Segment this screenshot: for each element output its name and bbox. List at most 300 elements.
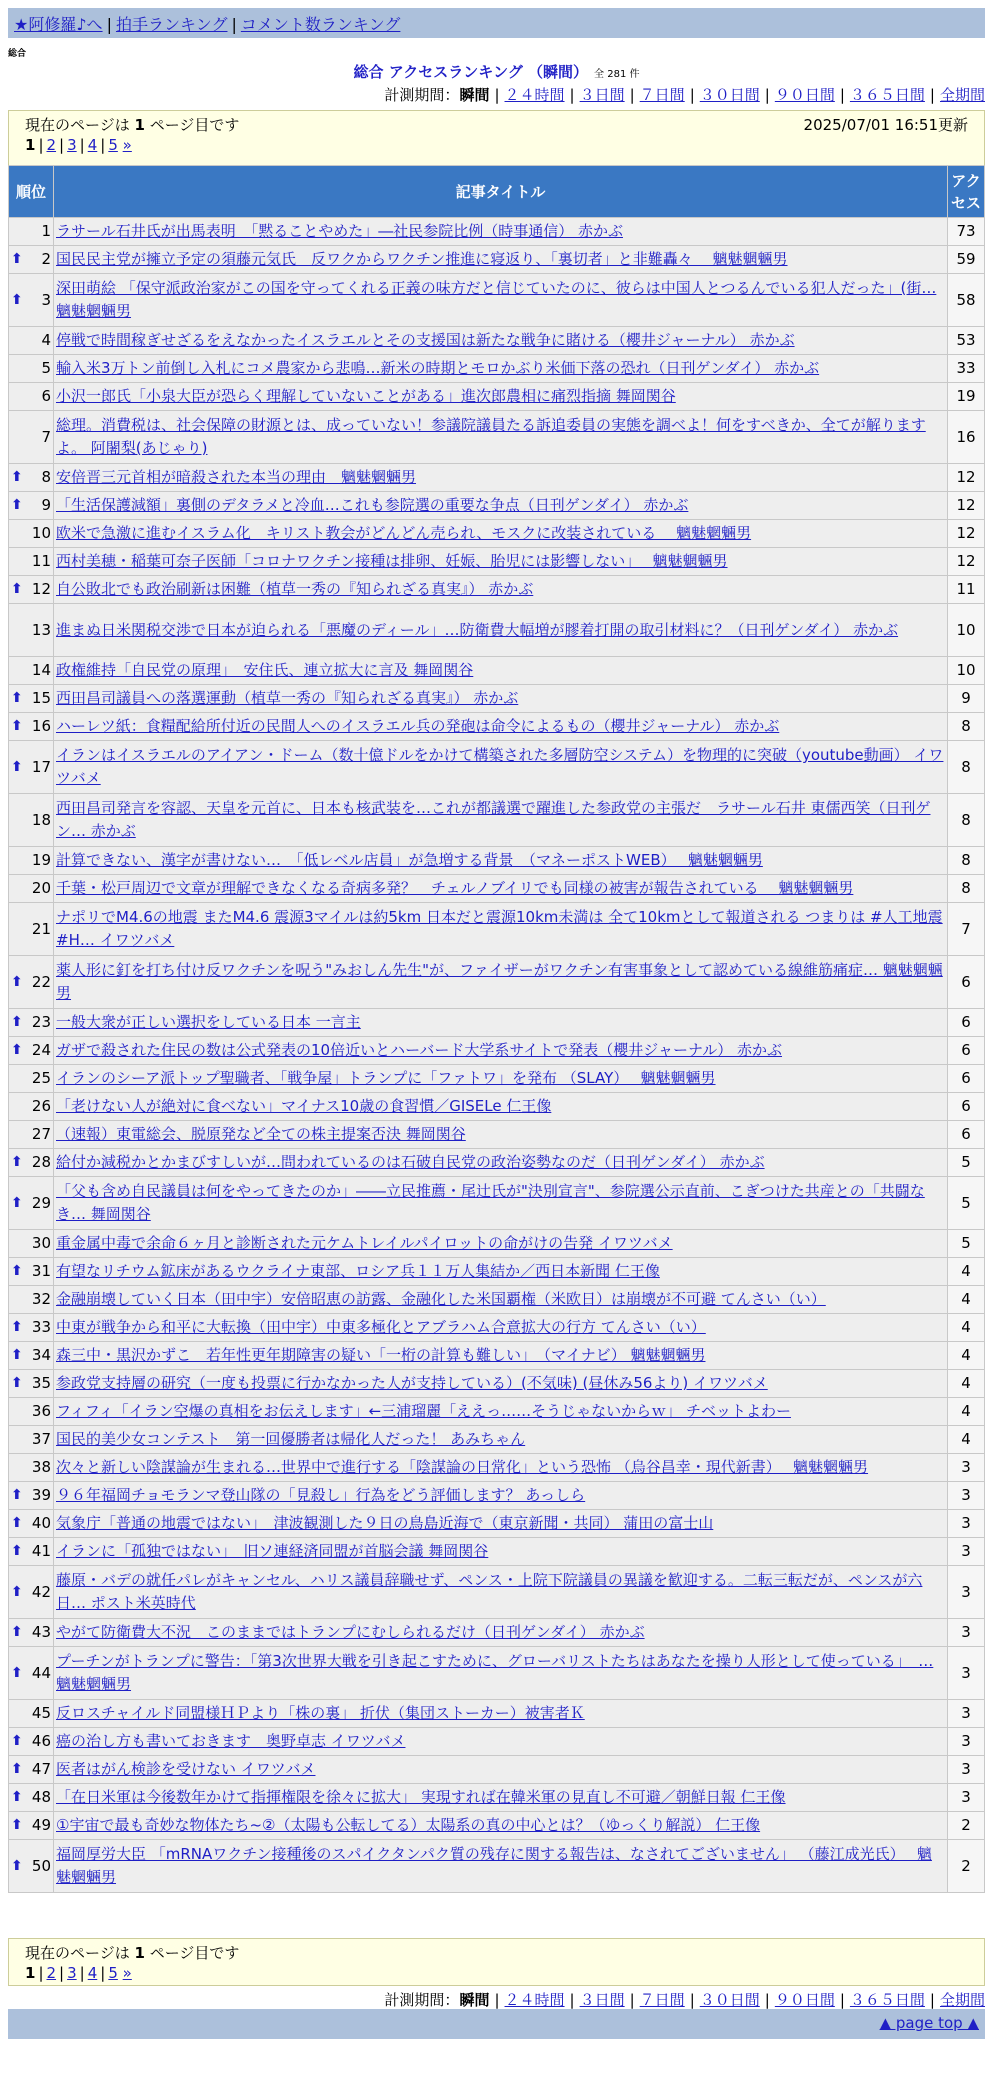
rank-cell: [9, 1756, 54, 1784]
table-row: [9, 1342, 985, 1370]
current-page-text: 現在のページは 1 ページ目です: [25, 116, 240, 134]
page-separator: |: [38, 1964, 44, 1982]
rank-cell: [9, 1370, 54, 1398]
article-link[interactable]: 藤原・バデの就任パレがキャンセル、ハリス議員辞職せず、ペンス・上院下院議員の異議を歓迎する。二転三転だが、ペンスが六日… ポスト米英時代: [56, 1571, 923, 1612]
table-row: [9, 327, 985, 355]
rank-cell: [9, 1700, 54, 1728]
access-count: 6: [948, 1037, 985, 1065]
rank-cell: [9, 1121, 54, 1149]
rank-cell: [9, 1065, 54, 1093]
rank-up-arrow-icon: ⬆: [11, 497, 23, 513]
title-cell: [54, 1700, 948, 1728]
title-cell: [54, 1840, 948, 1893]
rank-number: 16: [31, 717, 51, 735]
table-row: [9, 741, 985, 794]
table-row: [9, 1566, 985, 1619]
next-page-link[interactable]: »: [122, 1964, 132, 1982]
rank-number: 6: [41, 387, 51, 405]
rank-cell: [9, 1566, 54, 1619]
title-cell: [54, 794, 948, 847]
table-row: [9, 1370, 985, 1398]
access-count: 6: [948, 1065, 985, 1093]
table-row: [9, 1840, 985, 1893]
title-cell: [54, 383, 948, 411]
title-cell: [54, 847, 948, 875]
article-link[interactable]: 気象庁「普通の地震ではない」 津波観測した９日の鳥島近海で（東京新聞・共同） 蒲田の富士山: [56, 1514, 714, 1532]
page-link[interactable]: 4: [87, 1964, 98, 1982]
page-separator: |: [79, 136, 85, 154]
table-row: [9, 1700, 985, 1728]
table-row: [9, 492, 985, 520]
period-separator: |: [764, 86, 770, 104]
access-header: アクセス: [948, 166, 985, 218]
rank-cell: [9, 1482, 54, 1510]
table-row: [9, 383, 985, 411]
article-link[interactable]: 進まぬ日米関税交渉で日本が迫られる「悪魔のディール」…防衛費大幅増が膠着打開の取引材料に？（日刊ゲンダイ） 赤かぶ: [56, 620, 899, 639]
title-cell: [54, 1510, 948, 1538]
title-cell: [54, 1258, 948, 1286]
title-cell: [54, 548, 948, 576]
rank-number: 10: [31, 524, 51, 542]
home-link[interactable]: ★阿修羅♪へ: [14, 15, 103, 34]
article-link[interactable]: 計算できない、漢字が書けない… 「低レベル店員」が急増する背景 （マネーポストWEB） 魑魅魍魎男: [56, 851, 763, 869]
footer-bar: [8, 2009, 985, 2039]
period-link[interactable]: ２４時間: [504, 1991, 565, 2009]
page-top-link[interactable]: ▲ page top ▲: [879, 2014, 979, 2032]
rank-cell: [9, 713, 54, 741]
article-link[interactable]: 一般大衆が正しい選択をしている日本 一言主: [56, 1013, 361, 1031]
rank-number: 15: [31, 689, 51, 707]
rank-number: 30: [31, 1234, 51, 1252]
nav-separator: |: [106, 15, 112, 34]
table-row: [9, 875, 985, 903]
period-label: 計測期間：: [384, 86, 460, 104]
rank-up-arrow-icon: ⬆: [11, 581, 23, 597]
article-link[interactable]: 政権維持「自民党の原理」 安住氏、連立拡大に言及 舞岡関谷: [56, 661, 474, 679]
title-cell: [54, 464, 948, 492]
article-link[interactable]: 重金属中毒で余命６ヶ月と診断された元ケムトレイルパイロットの命がけの告発 イワツバメ: [56, 1234, 673, 1252]
table-row: [9, 411, 985, 464]
rank-number: 7: [41, 427, 51, 446]
article-link[interactable]: 停戦で時間稼ぎせざるをえなかったイスラエルとその支援国は新たな戦争に賭ける（櫻井ジャーナル） 赤かぶ: [56, 331, 795, 349]
table-row: [9, 1454, 985, 1482]
period-current: 瞬間: [459, 1991, 490, 2009]
table-row: [9, 274, 985, 327]
access-count: 16: [948, 411, 985, 464]
access-count: 3: [948, 1538, 985, 1566]
access-count: 4: [948, 1286, 985, 1314]
rank-number: 33: [31, 1318, 51, 1336]
page-link[interactable]: 2: [46, 136, 57, 154]
title-cell: [54, 713, 948, 741]
article-link[interactable]: ９６年福岡チョモランマ登山隊の「見殺し」行為をどう評価します？ あっしら: [56, 1486, 586, 1504]
article-link[interactable]: 小沢一郎氏「小泉大臣が恐らく理解していないことがある」進次郎農相に痛烈指摘 舞岡関谷: [56, 387, 676, 405]
article-link[interactable]: 西村美穂・稲葉可奈子医師「コロナワクチン接種は排卵、妊娠、胎児には影響しない」 魑魅魍魎男: [56, 552, 728, 570]
rank-cell: [9, 875, 54, 903]
rank-number: 24: [31, 1041, 51, 1059]
rank-up-arrow-icon: ⬆: [11, 1624, 23, 1640]
rank-number: 48: [31, 1788, 51, 1806]
rank-number: 23: [31, 1013, 51, 1031]
period-link[interactable]: ３６５日間: [849, 86, 925, 104]
period-separator: |: [629, 86, 635, 104]
rank-cell: [9, 246, 54, 274]
rank-number: 28: [31, 1153, 51, 1171]
title-cell: [54, 1065, 948, 1093]
rank-up-arrow-icon: ⬆: [11, 973, 23, 990]
title-cell: [54, 604, 948, 657]
rank-number: 14: [31, 661, 51, 679]
rank-cell: [9, 794, 54, 847]
table-row: [9, 1619, 985, 1647]
rank-number: 12: [31, 580, 51, 598]
period-separator: |: [839, 1991, 845, 2009]
access-count: 3: [948, 1728, 985, 1756]
page-separator: |: [100, 1964, 106, 1982]
title-cell: [54, 1426, 948, 1454]
period-link[interactable]: ３日間: [579, 1991, 625, 2009]
rank-up-arrow-icon: ⬆: [11, 1375, 23, 1391]
rank-cell: [9, 1647, 54, 1700]
access-count: 6: [948, 1009, 985, 1037]
rank-number: 11: [31, 552, 51, 570]
rank-number: 19: [31, 851, 51, 869]
period-label: 計測期間：: [384, 1991, 460, 2009]
rank-up-arrow-icon: ⬆: [11, 1154, 23, 1170]
updated-timestamp: 2025/07/01 16:51更新: [803, 116, 968, 134]
rank-up-arrow-icon: ⬆: [11, 1319, 23, 1335]
article-link[interactable]: ラサール石井氏が出馬表明 「黙ることやめた」―社民参院比例（時事通信） 赤かぶ: [56, 222, 623, 240]
rank-up-arrow-icon: ⬆: [11, 690, 23, 706]
period-link[interactable]: ９０日間: [774, 1991, 835, 2009]
rank-cell: [9, 1037, 54, 1065]
access-count: 10: [948, 657, 985, 685]
article-link[interactable]: 西田昌司発言を容認、天皇を元首に、日本も核武装を…これが都議選で躍進した参政党の主張だ ラサール石井 東儒西笑（日刊ゲン… 赤かぶ: [56, 799, 931, 840]
period-link[interactable]: ２４時間: [504, 86, 565, 104]
rank-up-arrow-icon: ⬆: [11, 1817, 23, 1833]
table-row: [9, 548, 985, 576]
article-link[interactable]: 千葉・松戸周辺で文章が理解できなくなる奇病多発？ チェルノブイリでも同様の被害が報告されている 魑魅魍魎男: [56, 879, 854, 897]
article-link[interactable]: フィフィ「イラン空爆の真相をお伝えします」←三浦瑠麗「ええっ……そうじゃないからｗ」 チベットよわー: [56, 1402, 791, 1420]
total-count: 全 281 件: [594, 69, 640, 80]
pagination-box-bottom: [8, 1938, 985, 1986]
period-link[interactable]: ３６５日間: [849, 1991, 925, 2009]
period-link[interactable]: ３０日間: [699, 1991, 760, 2009]
rank-cell: [9, 657, 54, 685]
rank-cell: [9, 604, 54, 657]
access-count: 11: [948, 576, 985, 604]
period-link[interactable]: ７日間: [639, 1991, 685, 2009]
table-row: [9, 1314, 985, 1342]
title-cell: [54, 1812, 948, 1840]
table-row: [9, 1756, 985, 1784]
rank-cell: [9, 1398, 54, 1426]
article-link[interactable]: 「在日米軍は今後数年かけて指揮権限を徐々に拡大」 実現すれば在韓米軍の見直し不可避／朝鮮日報 仁王像: [56, 1788, 786, 1806]
rank-up-arrow-icon: ⬆: [11, 1263, 23, 1279]
article-link[interactable]: ハーレツ紙：食糧配給所付近の民間人へのイスラエル兵の発砲は命令によるもの（櫻井ジャーナル） 赤かぶ: [56, 717, 780, 735]
period-separator: |: [494, 86, 500, 104]
article-link[interactable]: （速報）東電総会、脱原発など全ての株主提案否決 舞岡関谷: [56, 1125, 466, 1143]
article-link[interactable]: 欧米で急激に進むイスラム化 キリスト教会がどんどん売られ、モスクに改装されている 魑魅魍魎男: [56, 524, 752, 542]
title-cell: [54, 274, 948, 327]
page-current: 1: [25, 1964, 36, 1982]
title-cell: [54, 741, 948, 794]
rank-up-arrow-icon: ⬆: [11, 1733, 23, 1749]
table-row: [9, 1510, 985, 1538]
article-link[interactable]: 安倍晋三元首相が暗殺された本当の理由 魑魅魍魎男: [56, 468, 417, 486]
access-count: 8: [948, 847, 985, 875]
article-link[interactable]: 中東が戦争から和平に大転換（田中宇）中東多極化とアブラハム合意拡大の行方 てんさい（い）: [56, 1318, 706, 1336]
period-link[interactable]: ３日間: [579, 86, 625, 104]
rank-up-arrow-icon: ⬆: [11, 251, 23, 267]
table-row: [9, 355, 985, 383]
page-link[interactable]: 4: [87, 136, 98, 154]
rank-cell: [9, 1009, 54, 1037]
page-separator: |: [38, 136, 44, 154]
title-cell: [54, 1230, 948, 1258]
rank-number: 26: [31, 1097, 51, 1115]
rank-cell: [9, 956, 54, 1009]
title-cell: [54, 1121, 948, 1149]
title-cell: [54, 1177, 948, 1230]
title-cell: [54, 1756, 948, 1784]
rank-up-arrow-icon: ⬆: [11, 758, 23, 775]
article-link[interactable]: イランはイスラエルのアイアン・ドーム（数十億ドルをかけて構築された多層防空システム）を物理的に突破（youtube動画） イワツバメ: [56, 746, 944, 787]
rank-number: 1: [41, 222, 51, 240]
access-count: 5: [948, 1149, 985, 1177]
access-count: 4: [948, 1258, 985, 1286]
article-link[interactable]: 参政党支持層の研究（一度も投票に行かなかった人が支持している）(不気味) (昼休み56より) イワツバメ: [56, 1374, 768, 1392]
rank-number: 32: [31, 1290, 51, 1308]
table-row: [9, 1009, 985, 1037]
rank-cell: [9, 327, 54, 355]
rank-cell: [9, 685, 54, 713]
article-link[interactable]: 国民民主党が擁立予定の須藤元気氏 反ワクからワクチン推進に寝返り、「裏切者」と非難轟々 魑魅魍魎男: [56, 250, 788, 268]
rank-cell: [9, 1093, 54, 1121]
article-link[interactable]: 西田昌司議員への落選運動（植草一秀の『知られざる真実』） 赤かぶ: [56, 689, 519, 707]
period-separator: |: [569, 86, 575, 104]
table-row: [9, 1065, 985, 1093]
article-link[interactable]: 医者はがん検診を受けない イワツバメ: [56, 1760, 316, 1778]
rank-number: 9: [41, 496, 51, 514]
rank-number: 46: [31, 1732, 51, 1750]
article-link[interactable]: ガザで殺された住民の数は公式発表の10倍近いとハーバード大学系サイトで発表（櫻井ジャーナル） 赤かぶ: [56, 1041, 783, 1059]
access-count: 2: [948, 1840, 985, 1893]
article-link[interactable]: 「生活保護減額」裏側のデタラメと冷血…これも参院選の重要な争点（日刊ゲンダイ） 赤かぶ: [56, 496, 689, 514]
access-count: 3: [948, 1510, 985, 1538]
article-link[interactable]: 「父も含め自民議員は何をやってきたのか」――立民推薦・尾辻氏が"決別宣言"、参院選公示直前、こぎつけた共産との「共闘なき… 舞岡関谷: [56, 1182, 925, 1223]
title-cell: [54, 875, 948, 903]
rank-number: 50: [31, 1856, 51, 1875]
ranking-title: 総合 アクセスランキング （瞬間）: [353, 63, 589, 81]
rank-up-arrow-icon: ⬆: [11, 1583, 23, 1600]
rank-up-arrow-icon: ⬆: [11, 1194, 23, 1211]
period-separator: |: [629, 1991, 635, 2009]
current-page-text-bottom: 現在のページは 1 ページ目です: [25, 1944, 240, 1962]
table-row: [9, 1728, 985, 1756]
page-separator: |: [59, 136, 65, 154]
period-link[interactable]: ７日間: [639, 86, 685, 104]
title-cell: [54, 355, 948, 383]
article-link[interactable]: ナポリでM4.6の地震 またM4.6 震源3マイルは約5km 日本だと震源10km未満は 全て10kmとして報道される つまりは #人工地震 #H… イワツバメ: [56, 908, 943, 949]
period-selector-top: [384, 84, 985, 105]
article-link[interactable]: 福岡厚労大臣 「mRNAワクチン接種後のスパイクタンパク質の残存に関する報告は、なされてございません」 （藤江成光氏） 魑魅魍魎男: [56, 1845, 932, 1886]
rank-number: 18: [31, 810, 51, 829]
title-cell: [54, 1286, 948, 1314]
rank-cell: [9, 1510, 54, 1538]
rank-number: 8: [41, 468, 51, 486]
article-link[interactable]: 次々と新しい陰謀論が生まれる…世界中で進行する「陰謀論の日常化」という恐怖 （烏谷昌幸・現代新書） 魑魅魍魎男: [56, 1458, 869, 1476]
title-cell: [54, 1370, 948, 1398]
article-link[interactable]: 癌の治し方も書いておきます 奥野卓志 イワツバメ: [56, 1732, 406, 1750]
table-row: [9, 246, 985, 274]
rank-cell: [9, 1230, 54, 1258]
period-link[interactable]: 全期間: [939, 1991, 985, 2009]
access-count: 8: [948, 794, 985, 847]
rank-cell: [9, 548, 54, 576]
article-link[interactable]: 反ロスチャイルド同盟様ＨＰより「株の裏」 折伏（集団ストーカー）被害者Ｋ: [56, 1704, 585, 1722]
article-link[interactable]: イランのシーア派トップ聖職者、「戦争屋」トランプに「ファトワ」を発布 （SLAY） 魑魅魍魎男: [56, 1069, 716, 1087]
page-link[interactable]: 3: [67, 136, 77, 154]
table-row: [9, 218, 985, 246]
period-separator: |: [689, 1991, 695, 2009]
access-count: 8: [948, 875, 985, 903]
rank-number: 40: [31, 1514, 51, 1532]
title-cell: [54, 1728, 948, 1756]
access-count: 3: [948, 1482, 985, 1510]
article-link[interactable]: 金融崩壊していく日本（田中宇）安倍昭恵の訪露、金融化した米国覇権（米欧日）は崩壊が不可避 てんさい（い）: [56, 1290, 826, 1308]
access-count: 6: [948, 956, 985, 1009]
title-cell: [54, 657, 948, 685]
page-link[interactable]: 5: [108, 136, 118, 154]
access-count: 33: [948, 355, 985, 383]
period-link[interactable]: ３０日間: [699, 86, 760, 104]
rank-up-arrow-icon: ⬆: [11, 1543, 23, 1559]
article-link[interactable]: 「老けない人が絶対に食べない」マイナス10歳の食習慣／GISELe 仁王像: [56, 1097, 552, 1115]
article-link[interactable]: 輸入米3万トン前倒し入札にコメ農家から悲鳴…新米の時期とモロかぶり米価下落の恐れ（日刊ゲンダイ） 赤かぶ: [56, 359, 820, 377]
article-link[interactable]: プーチンがトランプに警告：「第3次世界大戦を引き起こすために、グローバリストたちはあなたを操り人形として使っている」 … 魑魅魍魎男: [56, 1652, 934, 1693]
access-count: 4: [948, 1314, 985, 1342]
rank-cell: [9, 492, 54, 520]
rank-cell: [9, 1426, 54, 1454]
rank-number: 31: [31, 1262, 51, 1280]
article-link[interactable]: 森三中・黒沢かずこ 若年性更年期障害の疑い「一桁の計算も難しい」 （マイナビ） 魑魅魍魎男: [56, 1346, 706, 1364]
article-link[interactable]: ①宇宙で最も奇妙な物体たち~②（太陽も公転してる）太陽系の真の中心とは？（ゆっくり解説） 仁王像: [56, 1816, 761, 1834]
access-count: 12: [948, 464, 985, 492]
article-link[interactable]: 薬人形に釘を打ち付け反ワクチンを呪う"みおしん先生"が、ファイザーがワクチン有害事象として認めている線維筋痛症… 魑魅魍魎男: [56, 961, 943, 1002]
table-row: [9, 1426, 985, 1454]
access-count: 73: [948, 218, 985, 246]
article-link[interactable]: 給付か減税かとかまびすしいが…問われているのは石破自民党の政治姿勢なのだ（日刊ゲンダイ） 赤かぶ: [56, 1153, 765, 1171]
rank-cell: [9, 1314, 54, 1342]
table-row: [9, 464, 985, 492]
rank-number: 17: [31, 757, 51, 776]
rank-number: 13: [31, 620, 51, 639]
rank-up-arrow-icon: ⬆: [11, 1789, 23, 1805]
article-link[interactable]: 深田萌絵 「保守派政治家がこの国を守ってくれる正義の味方だと信じていたのに、彼らは中国人とつるんでいる犯人だった」(街… 魑魅魍魎男: [56, 279, 937, 320]
table-row: [9, 1121, 985, 1149]
table-row: [9, 1093, 985, 1121]
table-row: [9, 713, 985, 741]
title-cell: [54, 1342, 948, 1370]
rank-cell: [9, 1840, 54, 1893]
rank-up-arrow-icon: ⬆: [11, 1347, 23, 1363]
rank-cell: [9, 1258, 54, 1286]
rank-number: 27: [31, 1125, 51, 1143]
page-separator: |: [79, 1964, 85, 1982]
rank-number: 47: [31, 1760, 51, 1778]
comment-ranking-link[interactable]: コメント数ランキング: [240, 15, 401, 34]
rank-number: 35: [31, 1374, 51, 1392]
table-row: [9, 1230, 985, 1258]
access-count: 53: [948, 327, 985, 355]
rank-number: 3: [41, 290, 51, 309]
page-link[interactable]: 3: [67, 1964, 77, 1982]
applause-ranking-link[interactable]: 拍手ランキング: [115, 15, 228, 34]
rank-number: 5: [41, 359, 51, 377]
article-link[interactable]: 総理。消費税は、社会保障の財源とは、成っていない！参議院議員たる訴追委員の実態を調べよ！何をすべきか、全てが解りますよ。 阿闍梨(あじゃり): [56, 416, 926, 457]
access-count: 3: [948, 1700, 985, 1728]
page-link[interactable]: 2: [46, 1964, 57, 1982]
title-cell: [54, 411, 948, 464]
period-separator: |: [569, 1991, 575, 2009]
rank-up-arrow-icon: ⬆: [11, 1042, 23, 1058]
rank-cell: [9, 411, 54, 464]
next-page-link[interactable]: »: [122, 136, 132, 154]
rank-up-arrow-icon: ⬆: [11, 1664, 23, 1681]
title-cell: [54, 685, 948, 713]
article-link[interactable]: 自公敗北でも政治刷新は困難（植草一秀の『知られざる真実』） 赤かぶ: [56, 580, 534, 598]
nav-separator: |: [231, 15, 237, 34]
table-row: [9, 956, 985, 1009]
table-row: [9, 1177, 985, 1230]
table-row: [9, 685, 985, 713]
table-row: [9, 903, 985, 956]
title-cell: [54, 1454, 948, 1482]
period-current: 瞬間: [459, 86, 490, 104]
rank-number: 2: [41, 250, 51, 268]
title-cell: [54, 218, 948, 246]
page-link[interactable]: 5: [108, 1964, 118, 1982]
article-link[interactable]: イランに「孤独ではない」 旧ソ連経済同盟が首脳会議 舞岡関谷: [56, 1542, 489, 1560]
title-header: 記事タイトル: [54, 166, 948, 218]
rank-cell: [9, 1342, 54, 1370]
article-link[interactable]: やがて防衛費大不況 このままではトランプにむしられるだけ（日刊ゲンダイ） 赤かぶ: [56, 1623, 645, 1641]
table-row: [9, 1784, 985, 1812]
title-cell: [54, 520, 948, 548]
table-row: [9, 1286, 985, 1314]
rank-cell: [9, 218, 54, 246]
period-separator: |: [929, 86, 935, 104]
title-cell: [54, 246, 948, 274]
table-row: [9, 1398, 985, 1426]
article-link[interactable]: 国民的美少女コンテスト 第一回優勝者は帰化人だった！ あみちゃん: [56, 1430, 526, 1448]
page-title: [0, 61, 993, 82]
rank-cell: [9, 576, 54, 604]
access-count: 12: [948, 492, 985, 520]
access-count: 6: [948, 1121, 985, 1149]
period-link[interactable]: ９０日間: [774, 86, 835, 104]
title-cell: [54, 903, 948, 956]
title-cell: [54, 1314, 948, 1342]
table-row: [9, 847, 985, 875]
period-link[interactable]: 全期間: [939, 86, 985, 104]
title-cell: [54, 1009, 948, 1037]
period-separator: |: [839, 86, 845, 104]
article-link[interactable]: 有望なリチウム鉱床があるウクライナ東部、ロシア兵１１万人集結か／西日本新聞 仁王像: [56, 1262, 660, 1280]
access-count: 7: [948, 903, 985, 956]
access-count: 6: [948, 1093, 985, 1121]
